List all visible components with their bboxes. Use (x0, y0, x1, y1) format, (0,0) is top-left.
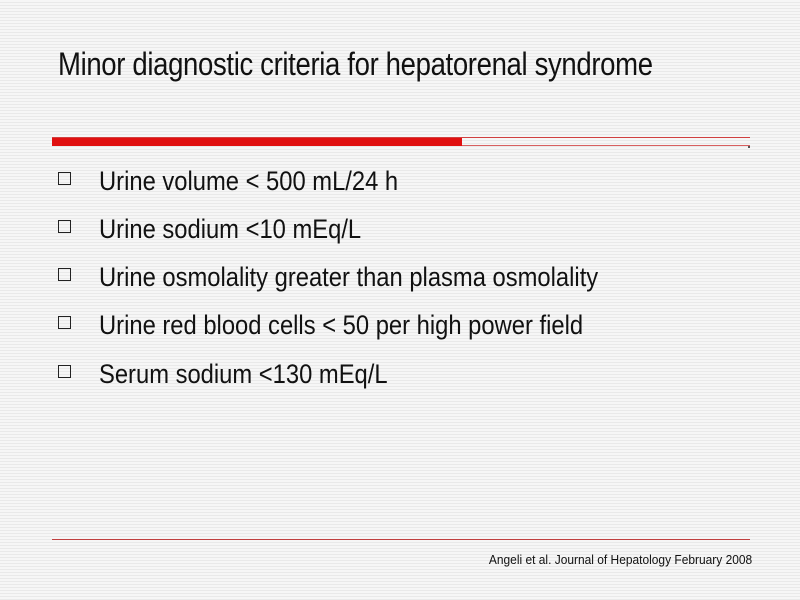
list-item-text: Urine osmolality greater than plasma osmolality (99, 261, 599, 292)
hollow-square-icon (58, 316, 71, 329)
footer-divider (52, 539, 750, 540)
title-divider-accent (52, 138, 462, 146)
slide-title: Minor diagnostic criteria for hepatorenal syndrome (58, 46, 653, 82)
list-item (58, 353, 666, 401)
list-item (58, 160, 666, 208)
hollow-square-icon (58, 172, 71, 185)
list-item (58, 256, 666, 304)
list-item (58, 208, 666, 256)
hollow-square-icon (58, 220, 71, 233)
title-divider-thin-lower (462, 145, 750, 146)
list-item-text: Serum sodium <130 mEq/L (99, 358, 388, 389)
list-item-text: Urine sodium <10 mEq/L (99, 213, 362, 244)
citation: Angeli et al. Journal of Hepatology February 2008 (488, 552, 752, 567)
criteria-list (58, 160, 666, 401)
hollow-square-icon (58, 268, 71, 281)
list-item-text: Urine red blood cells < 50 per high power field (99, 310, 584, 340)
title-divider-dot (748, 146, 750, 148)
hollow-square-icon (58, 365, 71, 378)
list-item-text: Urine volume < 500 mL/24 h (99, 165, 399, 196)
list-item (58, 304, 666, 353)
